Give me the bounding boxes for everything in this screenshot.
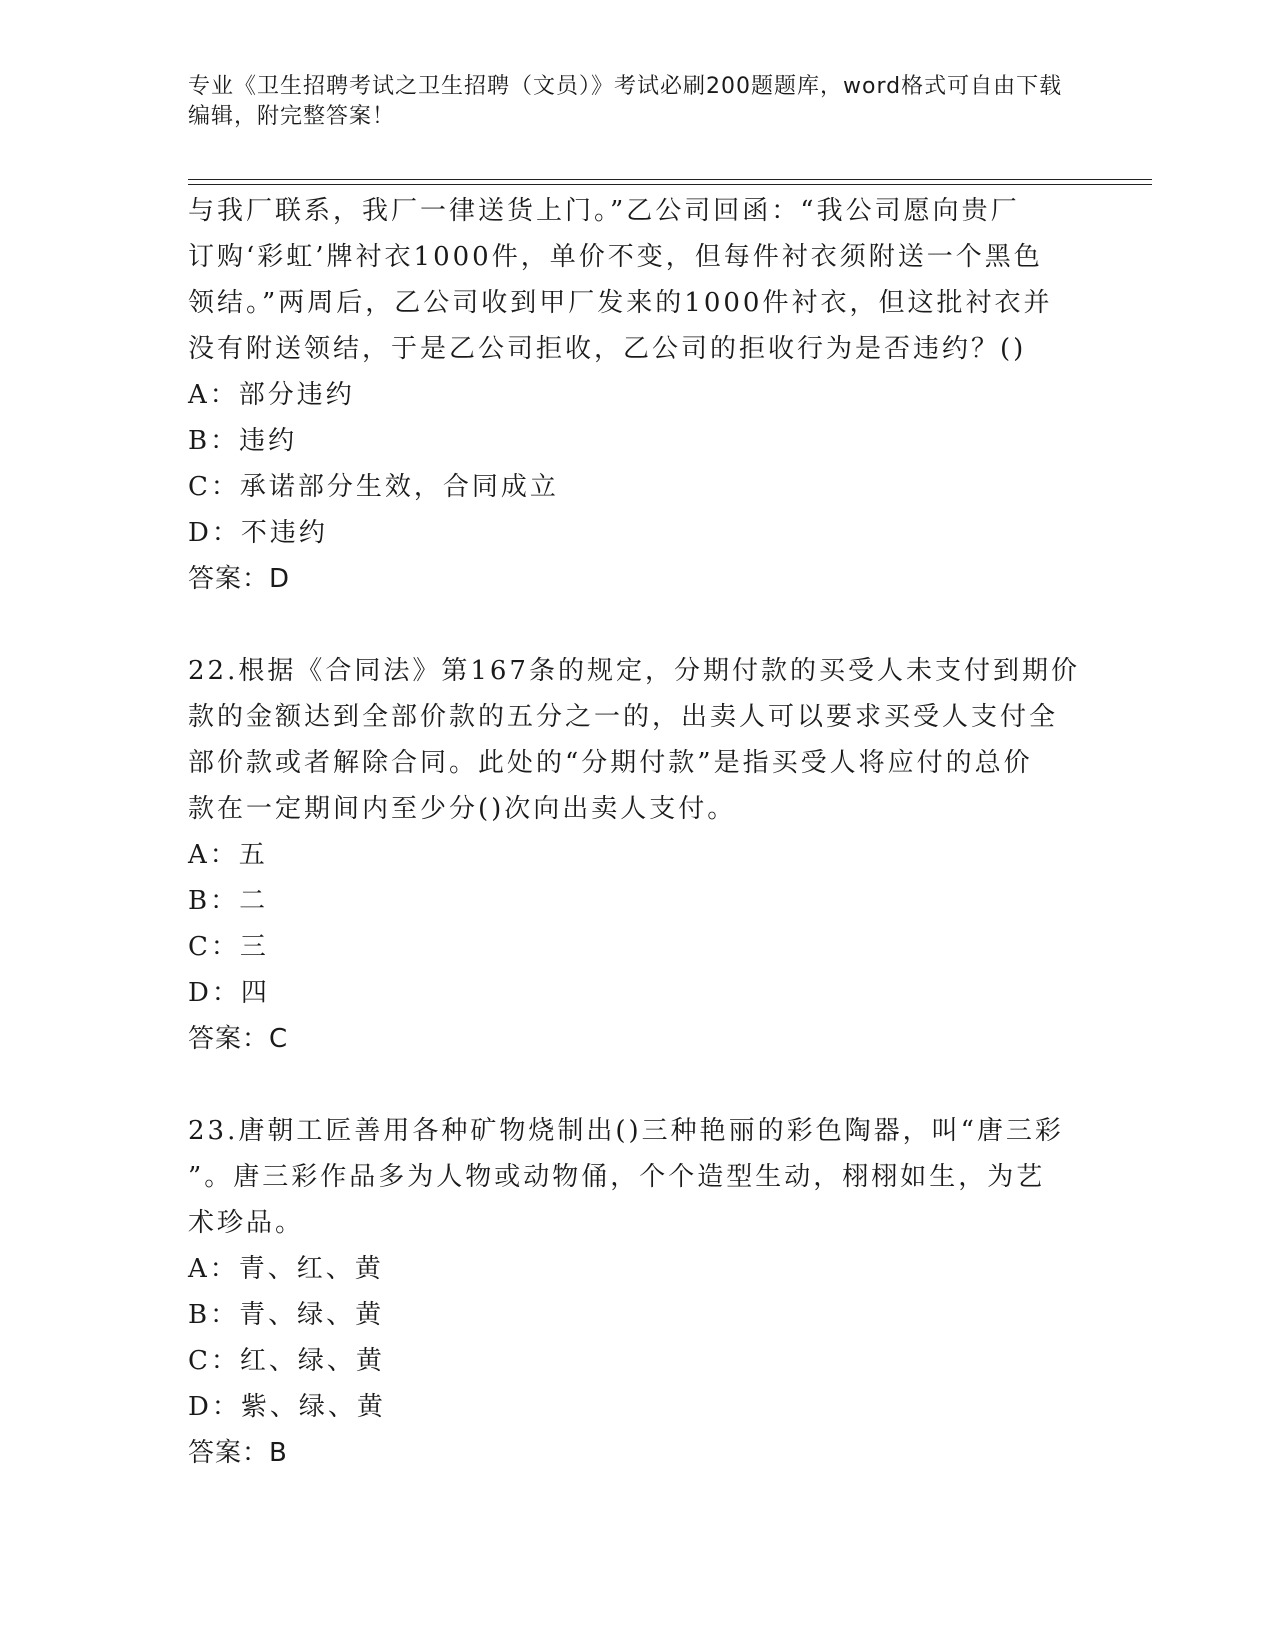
option-b: B：二 [188, 886, 269, 916]
question-block [188, 648, 1088, 1062]
question-block [188, 1108, 1088, 1476]
document-body [188, 188, 1088, 1476]
option-a: A：青、红、黄 [188, 1254, 384, 1284]
option-b: B：违约 [188, 426, 298, 456]
option-a: A：部分违约 [188, 380, 355, 410]
option-a: A：五 [188, 840, 268, 870]
question-text-line: 款在一定期间内至少分()次向出卖人支付。 [188, 794, 737, 824]
question-text-line: 没有附送领结，于是乙公司拒收，乙公司的拒收行为是否违约？() [188, 334, 1027, 364]
question-block [188, 188, 1088, 602]
question-text-line: 与我厂联系，我厂一律送货上门。”乙公司回函：“我公司愿向贵厂 [188, 196, 1020, 226]
answer: 答案：D [188, 564, 291, 594]
option-d: D：不违约 [188, 518, 328, 548]
question-text-line: 23.唐朝工匠善用各种矿物烧制出()三种艳丽的彩色陶器，叫“唐三彩 [188, 1116, 1064, 1146]
header-title: 专业《卫生招聘考试之卫生招聘（文员）》考试必刷200题题库，word格式可自由下载编辑，附完整答案！ [188, 74, 1063, 129]
question-text-line: 订购‘彩虹’牌衬衣1000件，单价不变，但每件衬衣须附送一个黑色 [188, 242, 1043, 272]
question-text-line: 术珍品。 [188, 1208, 305, 1238]
option-d: D：紫、绿、黄 [188, 1392, 386, 1422]
question-text-line: 款的金额达到全部价款的五分之一的，出卖人可以要求买受人支付全 [188, 702, 1059, 732]
question-text-line: ”。唐三彩作品多为人物或动物俑，个个造型生动，栩栩如生，为艺 [188, 1162, 1046, 1192]
header-divider-top [188, 179, 1152, 180]
header-divider-bottom [188, 184, 1152, 185]
answer: 答案：C [188, 1024, 289, 1054]
question-text-line: 部价款或者解除合同。此处的“分期付款”是指买受人将应付的总价 [188, 748, 1033, 778]
option-c: C：承诺部分生效，合同成立 [188, 472, 559, 502]
question-text-line: 领结。”两周后，乙公司收到甲厂发来的1000件衬衣，但这批衬衣并 [188, 288, 1053, 318]
option-c: C：红、绿、黄 [188, 1346, 385, 1376]
option-b: B：青、绿、黄 [188, 1300, 385, 1330]
option-d: D：四 [188, 978, 270, 1008]
answer: 答案：B [188, 1438, 288, 1468]
document-header [188, 72, 1068, 132]
option-c: C：三 [188, 932, 269, 962]
question-text-line: 22.根据《合同法》第167条的规定，分期付款的买受人未支付到期价 [188, 656, 1080, 686]
